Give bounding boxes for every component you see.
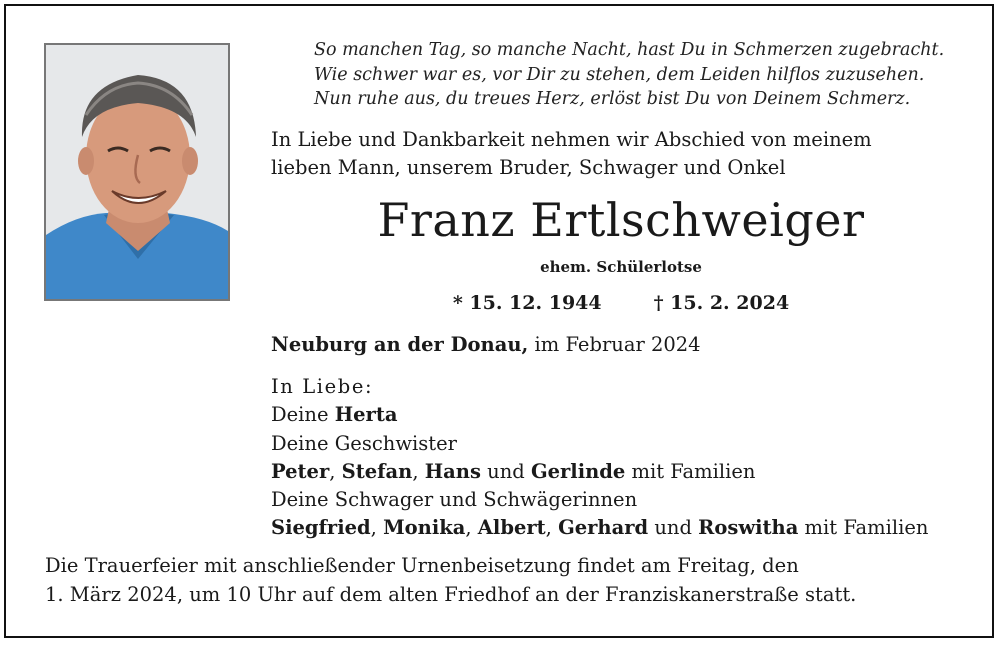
inlaw-name: Gerhard [558, 516, 649, 540]
ceremony-line: Die Trauerfeier mit anschließender Urnenbeisetzung findet am Freitag, den [45, 554, 799, 577]
siblings-label: Deine Geschwister [271, 431, 457, 455]
place-date: im Februar 2024 [528, 333, 701, 356]
separator: , [329, 459, 342, 483]
separator: , [370, 516, 384, 540]
mourners-lead: In Liebe: [271, 375, 374, 398]
separator: , [412, 459, 425, 483]
poem-line: Nun ruhe aus, du treues Herz, erlöst bist Du von Deinem Schmerz. [314, 89, 911, 109]
sibling-name: Hans [424, 459, 481, 483]
sibling-name: Stefan [341, 459, 413, 483]
siblings-line [271, 458, 928, 486]
deceased-name: Franz Ertlschweiger [377, 193, 865, 247]
portrait-illustration [46, 45, 228, 299]
mourners-list [271, 373, 928, 543]
place-and-date [271, 333, 701, 356]
life-dates [271, 292, 971, 314]
mourner-wife-line [271, 401, 928, 429]
birth-date: * 15. 12. 1944 [452, 292, 602, 314]
separator: , [545, 516, 559, 540]
inlaw-name: Siegfried [271, 516, 371, 540]
inlaws-suffix: mit Familien [798, 516, 929, 540]
poem-line: So manchen Tag, so manche Nacht, hast Du in Schmerzen zugebracht. [314, 40, 945, 60]
memorial-poem [314, 38, 984, 112]
wife-prefix: Deine [271, 403, 335, 427]
ceremony-line: 1. März 2024, um 10 Uhr auf dem alten Friedhof an der Franziskanerstraße statt. [45, 582, 857, 606]
intro-line: lieben Mann, unserem Bruder, Schwager und Onkel [271, 156, 786, 179]
deceased-occupation: ehem. Schülerlotse [540, 258, 702, 276]
inlaw-name: Roswitha [698, 516, 799, 540]
siblings-suffix: mit Familien [625, 459, 756, 483]
portrait-photo [44, 43, 230, 301]
inlaws-label: Deine Schwager und Schwägerinnen [271, 488, 638, 512]
funeral-ceremony-info [45, 552, 945, 609]
inlaw-name: Albert [477, 516, 546, 540]
farewell-intro [271, 126, 971, 182]
place-city: Neuburg an der Donau, [271, 333, 529, 356]
poem-line: Wie schwer war es, vor Dir zu stehen, dem Leiden hilflos zuzusehen. [314, 64, 925, 85]
intro-line: In Liebe und Dankbarkeit nehmen wir Abschied von meinem [271, 128, 872, 151]
sibling-name: Gerlinde [530, 459, 626, 483]
inlaws-line [271, 514, 928, 542]
death-date: † 15. 2. 2024 [653, 292, 790, 314]
separator: , [465, 516, 478, 540]
inlaw-name: Monika [383, 516, 466, 540]
conjunction: und [648, 516, 699, 540]
wife-name: Herta [334, 403, 398, 427]
conjunction: und [480, 459, 531, 483]
sibling-name: Peter [271, 459, 330, 483]
